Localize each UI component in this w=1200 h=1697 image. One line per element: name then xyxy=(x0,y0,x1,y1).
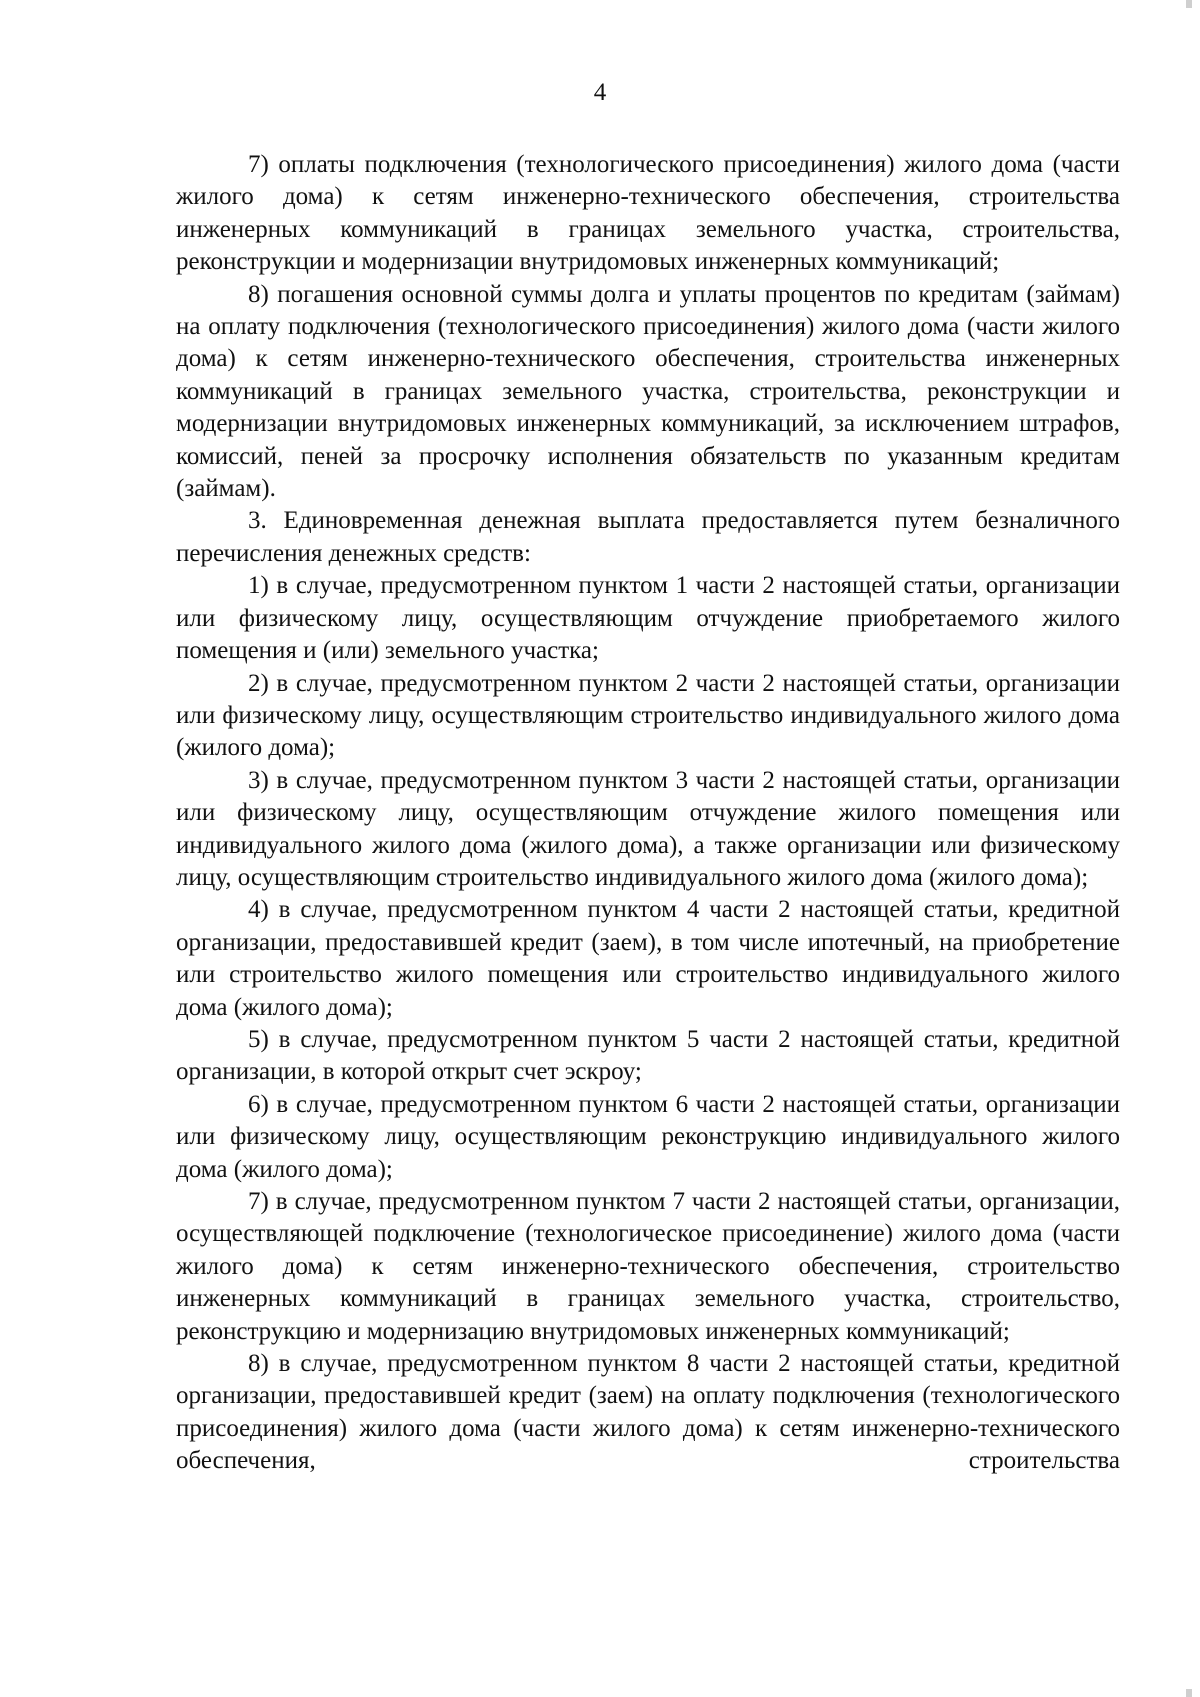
paragraph-case-5: 5) в случае, предусмотренном пунктом 5 части 2 настоящей статьи, кредитной организации, в которой открыт счет эскроу; xyxy=(176,1025,1120,1086)
paragraph-case-6: 6) в случае, предусмотренном пунктом 6 части 2 настоящей статьи, организации или физическому лицу, осуществляющим реконструкцию индивидуального жилого дома (жилого дома); xyxy=(176,1090,1120,1183)
paragraph-case-4: 4) в случае, предусмотренном пунктом 4 части 2 настоящей статьи, кредитной организации, предоставившей кредит (заем), в том числе ипотечный, на приобретение или строительство жилого помещения или строительство индивидуального жилого дома (жилого дома); xyxy=(176,896,1120,1021)
scan-artifact-bottom-right xyxy=(1186,1689,1192,1697)
paragraph-case-7: 7) в случае, предусмотренном пунктом 7 части 2 настоящей статьи, организации, осуществляющей подключение (технологическое присоединение) жилого дома (части жилого дома) к сетям инженерно-технического обеспечения, строительство инженерных коммуникаций в границах земельного участка, строительство, реконструкцию и модернизацию внутридомовых инженерных коммуникаций; xyxy=(176,1188,1120,1345)
paragraph-section-3: 3. Единовременная денежная выплата предоставляется путем безналичного перечисления денежных средств: xyxy=(176,507,1120,567)
paragraph-case-2: 2) в случае, предусмотренном пунктом 2 части 2 настоящей статьи, организации или физическому лицу, осуществляющим строительство индивидуального жилого дома (жилого дома); xyxy=(176,669,1120,762)
page-number: 4 xyxy=(593,79,607,106)
paragraph-case-8: 8) в случае, предусмотренном пунктом 8 части 2 настоящей статьи, кредитной организации, предоставившей кредит (заем) на оплату подключения (технологического присоединения) жилого дома (части жилого дома) к сетям инженерно-технического обеспечения, строительства xyxy=(176,1350,1120,1475)
paragraph-case-1: 1) в случае, предусмотренном пунктом 1 части 2 настоящей статьи, организации или физическому лицу, осуществляющим отчуждение приобретаемого жилого помещения и (или) земельного участка; xyxy=(176,572,1120,665)
scan-artifact-top-right xyxy=(1186,0,1192,8)
paragraph-item-8: 8) погашения основной суммы долга и уплаты процентов по кредитам (займам) на оплату подключения (технологического присоединения) жилого дома (части жилого дома) к сетям инженерно-технического обеспечения, строительства инженерных коммуникаций в границах земельного участка, строительства, реконструкции и модернизации внутридомовых инженерных коммуникаций, за исключением штрафов, комиссий, пеней за просрочку исполнения обязательств по указанным кредитам (займам). xyxy=(176,280,1120,503)
paragraph-case-3: 3) в случае, предусмотренном пунктом 3 части 2 настоящей статьи, организации или физическому лицу, осуществляющим отчуждение жилого помещения или индивидуального жилого дома (жилого дома), а также организации или физическому лицу, осуществляющим строительство индивидуального жилого дома (жилого дома); xyxy=(176,766,1120,891)
paragraph-item-7: 7) оплаты подключения (технологического присоединения) жилого дома (части жилого дома) к сетям инженерно-технического обеспечения, строительства инженерных коммуникаций в границах земельного участка, строительства, реконструкции и модернизации внутридомовых инженерных коммуникаций; xyxy=(176,151,1120,276)
document-body xyxy=(176,149,1120,1478)
